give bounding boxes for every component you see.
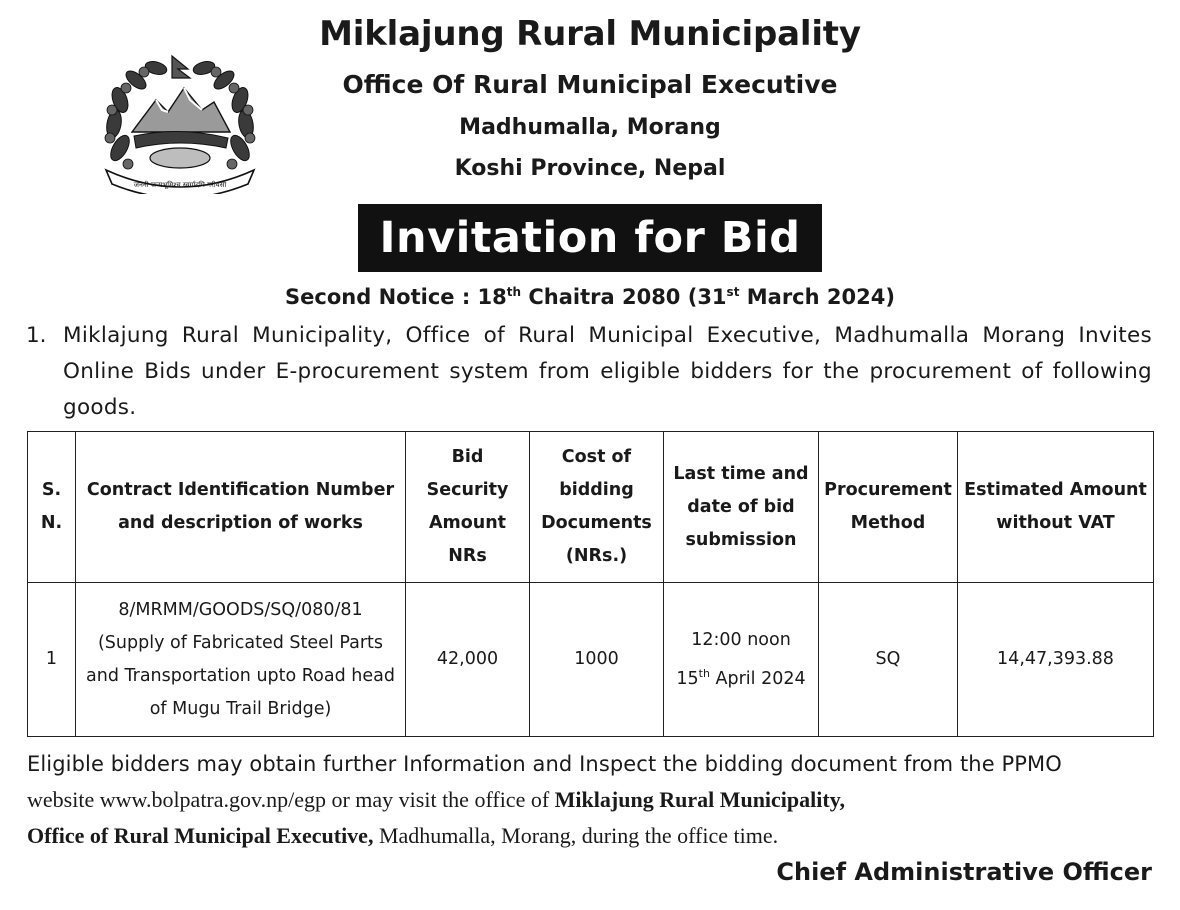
header-last-time: Last time and date of bid submission bbox=[664, 432, 819, 583]
municipality-title: Miklajung Rural Municipality bbox=[319, 14, 861, 54]
header-bid-security: Bid Security Amount NRs bbox=[406, 432, 530, 583]
cell-bid-security: 42,000 bbox=[406, 583, 530, 737]
cell-contract bbox=[76, 583, 406, 737]
submission-time: 12:00 noon bbox=[691, 629, 791, 650]
office-province: Koshi Province, Nepal bbox=[454, 156, 726, 181]
header-contract: Contract Identification Number and description of works bbox=[76, 432, 406, 583]
paragraph-text: Miklajung Rural Municipality, Office of Rural Municipal Executive, Madhumalla Morang Invites Online Bids under E-procurement system from eligible bidders for the procurement of following goods. bbox=[63, 323, 1152, 420]
office-name: Office Of Rural Municipal Executive bbox=[342, 70, 838, 99]
cell-cost: 1000 bbox=[530, 583, 664, 737]
table-header-row bbox=[28, 432, 1154, 583]
footer-line-2: website www.bolpatra.gov.np/egp or may visit the office of Miklajung Rural Municipality, bbox=[27, 787, 845, 812]
table-row bbox=[28, 583, 1154, 737]
contract-description: (Supply of Fabricated Steel Parts and Transportation upto Road head of Mugu Trail Bridge) bbox=[86, 632, 395, 719]
header-estimated: Estimated Amount without VAT bbox=[958, 432, 1154, 583]
office-location: Madhumalla, Morang bbox=[459, 115, 721, 140]
signature: Chief Administrative Officer bbox=[776, 858, 1152, 886]
invitation-banner-text: Invitation for Bid bbox=[379, 213, 801, 263]
emblem-motto: जननी जन्मभूमिश्च स्वर्गादपि गरीयसी bbox=[133, 181, 227, 189]
notice-date: Second Notice : 18th Chaitra 2080 (31st March 2024) bbox=[285, 285, 895, 309]
invitation-banner bbox=[358, 204, 822, 272]
footer-line-1: Eligible bidders may obtain further Information and Inspect the bidding document from the PPMO bbox=[27, 752, 1062, 776]
intro-paragraph bbox=[26, 318, 1152, 426]
footer-paragraph bbox=[27, 746, 1153, 854]
contract-id: 8/MRMM/GOODS/SQ/080/81 bbox=[118, 599, 363, 620]
cell-sn: 1 bbox=[28, 583, 76, 737]
cell-method: SQ bbox=[819, 583, 958, 737]
paragraph-number: 1. bbox=[26, 323, 47, 348]
footer-line-3: Office of Rural Municipal Executive, Madhumalla, Morang, during the office time. bbox=[27, 823, 779, 848]
bid-table bbox=[27, 431, 1154, 737]
submission-date: 15th April 2024 bbox=[676, 666, 806, 689]
cell-estimated: 14,47,393.88 bbox=[958, 583, 1154, 737]
header-cost: Cost of bidding Documents (NRs.) bbox=[530, 432, 664, 583]
header-sn: S. N. bbox=[28, 432, 76, 583]
cell-last-time bbox=[664, 583, 819, 737]
header-method: Procurement Method bbox=[819, 432, 958, 583]
